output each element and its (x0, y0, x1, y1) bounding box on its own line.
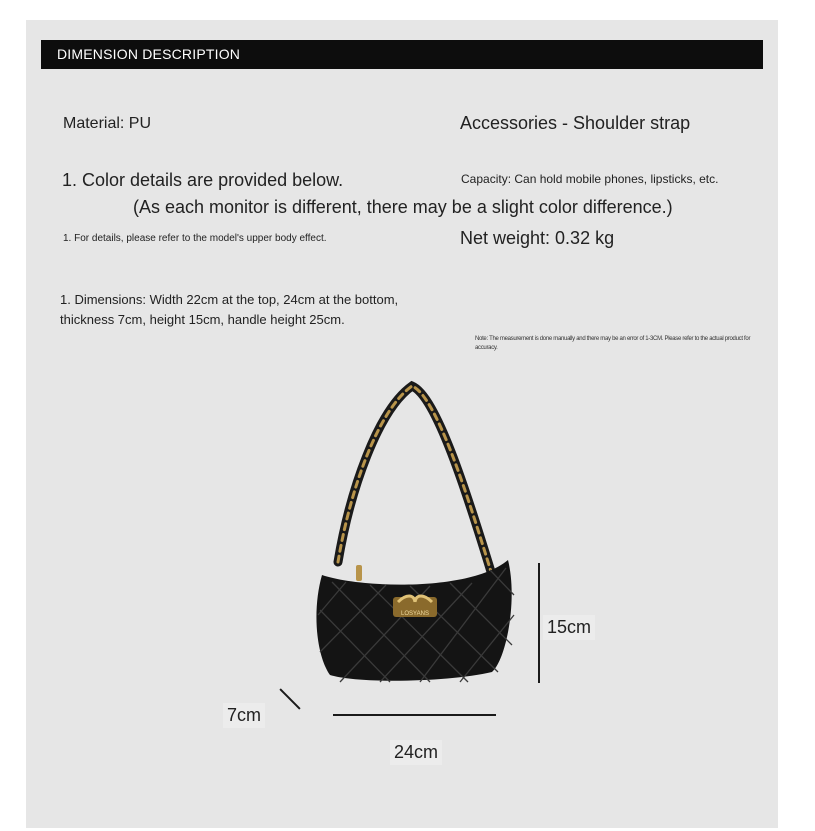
measurement-note: Note: The measurement is done manually and there may be an error of 1-3CM. Please refer to the actual product for accuracy. (475, 336, 751, 351)
height-measure-line (538, 563, 540, 683)
chain-strap (338, 386, 492, 575)
color-details-text: 1. Color details are provided below. (62, 170, 344, 190)
width-label: 24cm (390, 740, 442, 765)
handbag-image (280, 370, 550, 700)
material-text: Material: PU (63, 115, 152, 132)
details-reference-text: 1. For details, please refer to the model's upper body effect. (63, 233, 327, 244)
capacity-text: Capacity: Can hold mobile phones, lipsticks, etc. (461, 172, 719, 186)
dimensions-text-line1: 1. Dimensions: Width 22cm at the top, 24cm at the bottom, (60, 292, 399, 307)
thickness-label: 7cm (223, 703, 265, 728)
zipper-pull (356, 565, 362, 581)
logo-clasp (393, 596, 437, 617)
accessories-text: Accessories - Shoulder strap (460, 113, 691, 133)
monitor-note-text: (As each monitor is different, there may be a slight color difference.) (133, 197, 673, 217)
bag-body (316, 560, 511, 681)
net-weight-text: Net weight: 0.32 kg (460, 228, 615, 248)
section-header: DIMENSION DESCRIPTION (41, 40, 763, 69)
width-measure-line (333, 714, 496, 716)
height-label: 15cm (543, 615, 595, 640)
dimensions-text-line2: thickness 7cm, height 15cm, handle height 25cm. (60, 312, 345, 327)
logo-text: LOSYANS (401, 611, 429, 617)
